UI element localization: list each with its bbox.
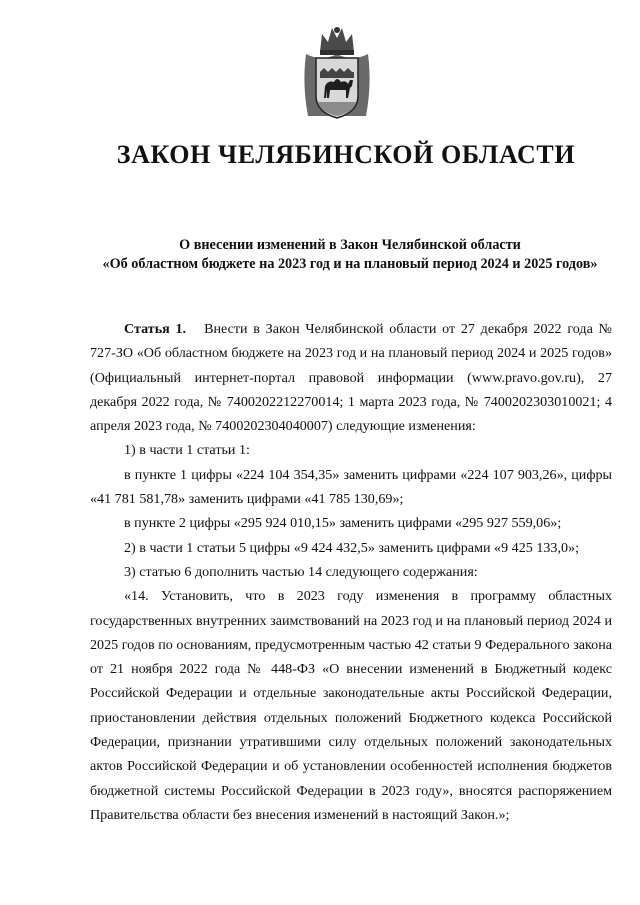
article-intro-text: Внести в Закон Челябинской области от 27 декабря 2022 года № 727-ЗО «Об областном бюджете на 2023 год и на плановый период 2024 и 2025 годов» (Официальный интернет-портал правовой информации (www.pravo.gov.ru), 27 декабря 2022 года, № 7400202212270014; 1 марта 2023 года, № 7400202303010021; 4 апреля 2023 года, № 7400202304040007) следующие изменения: — [90, 321, 612, 435]
subtitle-line: О внесении изменений в Закон Челябинской области — [179, 237, 521, 253]
list-item: 2) в части 1 статьи 5 цифры «9 424 432,5» заменить цифрами «9 425 133,0»; — [124, 539, 580, 556]
law-title: ЗАКОН ЧЕЛЯБИНСКОЙ ОБЛАСТИ — [116, 140, 576, 169]
coat-of-arms-icon — [298, 24, 376, 124]
law-subtitle — [90, 236, 610, 274]
list-item: 3) статью 6 дополнить частью 14 следующего содержания: — [124, 563, 478, 580]
subtitle-line: «Об областном бюджете на 2023 год и на плановый период 2024 и 2025 годов» — [102, 256, 598, 272]
law-body — [90, 317, 612, 827]
list-item: 1) в части 1 статьи 1: — [124, 442, 250, 459]
article-label: Статья 1. — [124, 321, 187, 337]
list-item: «14. Установить, что в 2023 году изменения в программу областных государственных внутренних заимствований на 2023 год и на плановый период 2024 и 2025 годов по основаниям, предусмотренным частью 42 статьи 9 Федерального закона от 21 ноября 2022 года № 448-ФЗ «О внесении изменений в Бюджетный кодекс Российской Федерации и отдельные законодательные акты Российской Федерации, приостановлении действия отдельных положений Бюджетного кодекса Российской Федерации, признании утратившими силу отдельных положений законодательных актов Российской Федерации и об установлении особенностей исполнения бюджетов бюджетной системы Российской Федерации в 2023 году», вносятся распоряжением Правительства области без внесения изменений в настоящий Закон.»; — [90, 588, 612, 823]
list-item: в пункте 1 цифры «224 104 354,35» заменить цифрами «224 107 903,26», цифры «41 781 581,78» заменить цифрами «41 785 130,69»; — [90, 466, 612, 508]
list-item: в пункте 2 цифры «295 924 010,15» заменить цифрами «295 927 559,06»; — [124, 515, 562, 532]
article-intro — [90, 317, 612, 438]
